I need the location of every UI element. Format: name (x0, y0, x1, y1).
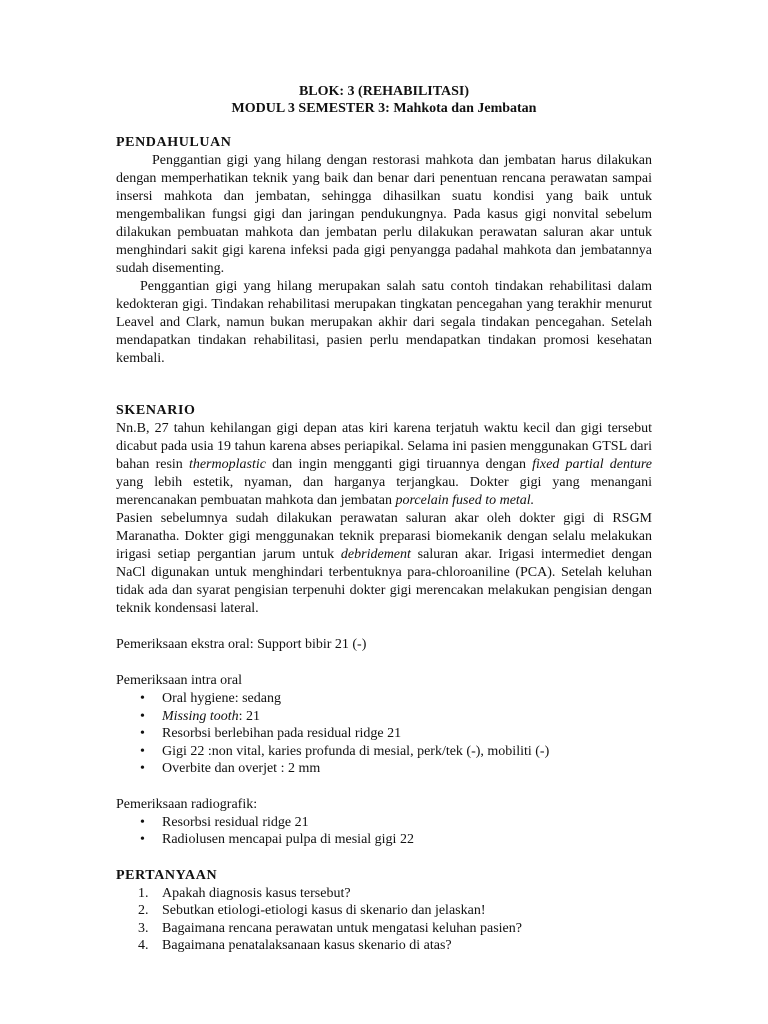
skenario-p1-text-b: dan ingin mengganti gigi tiruannya dengan (265, 457, 533, 472)
pendahuluan-paragraph-1: Penggantian gigi yang hilang dengan restorasi mahkota dan jembatan harus dilakukan dengan memperhatikan teknik yang baik dan benar dari penentuan rencana perawatan sampai insersi mahkota dan jembatan, sehingga dihasilkan suatu kondisi yang baik untuk mengembalikan fungsi gigi dan jaringan pendukungnya. Pada kasus gigi nonvital sebelum dilakukan pembuatan mahkota dan jembatan perlu dilakukan perawatan saluran akar untuk menghindari sakit gigi karena infeksi pada gigi penyangga padahal mahkota dan jembatannya sudah disementing. (116, 153, 652, 276)
ekstra-oral-line: Pemeriksaan ekstra oral: Support bibir 21 (-) (116, 637, 367, 652)
question-text: Sebutkan etiologi-etiologi kasus di skenario dan jelaskan! (162, 903, 486, 918)
term-porcelain-fused-to-metal: porcelain fused to metal. (395, 493, 535, 508)
list-number: 4. (138, 938, 149, 953)
list-item: • Resorbsi berlebihan pada residual ridge 21 (138, 725, 652, 743)
intra-oral-label: Pemeriksaan intra oral (116, 673, 242, 688)
list-number: 1. (138, 885, 149, 901)
list-number: 2. (138, 903, 149, 918)
title-line-1: BLOK: 3 (REHABILITASI) (298, 84, 470, 99)
pendahuluan-heading: PENDAHULUAN (116, 135, 232, 150)
question-text: Bagaimana rencana perawatan untuk mengatasi keluhan pasien? (162, 920, 522, 936)
skenario-p1-text-a: Nn.B, 27 tahun kehilangan gigi depan atas kiri karena terjatuh waktu kecil dan gigi tersebut dicabut pada usia 19 tahun karena abses periapikal. Selama ini pasien menggunakan GTSL dari bahan resin (116, 421, 652, 472)
term-debridement: debridement (340, 547, 411, 562)
radiografik-list (116, 814, 652, 849)
term-missing-tooth: Missing tooth (162, 708, 239, 724)
term-thermoplastic: thermoplastic (188, 457, 266, 472)
skenario-p1-text-c: yang lebih estetik, nyaman, dan harganya terjangkau. Dokter gigi yang menangani merencanakan pembuatan mahkota dan jembatan (116, 475, 652, 508)
list-item (138, 937, 652, 955)
term-fixed-partial-denture: fixed partial denture (532, 457, 652, 472)
list-item: • Overbite dan overjet : 2 mm (138, 760, 652, 778)
skenario-p2-text-a: Pasien sebelumnya sudah dilakukan perawatan saluran akar oleh dokter gigi di RSGM Maranatha. Dokter gigi menggunakan teknik preparasi biomekanik dengan selalu melakukan irigasi setiap pergantian jarum untuk (116, 511, 652, 562)
list-item: • Radiolusen mencapai pulpa di mesial gigi 22 (138, 831, 652, 849)
missing-tooth-value: : 21 (238, 708, 261, 724)
document-title (116, 83, 652, 117)
skenario-paragraph-2 (116, 510, 652, 618)
skenario-paragraph-1 (116, 420, 652, 510)
list-item: • Resorbsi residual ridge 21 (138, 814, 652, 832)
skenario-heading: SKENARIO (116, 403, 196, 418)
list-item (138, 885, 652, 903)
radiografik-label: Pemeriksaan radiografik: (116, 796, 258, 812)
list-item (138, 902, 652, 920)
question-text: Apakah diagnosis kasus tersebut? (162, 885, 351, 901)
pertanyaan-list (116, 885, 652, 955)
list-item: • Oral hygiene: sedang (138, 690, 652, 708)
list-item (138, 708, 652, 726)
pendahuluan-paragraph-2: Penggantian gigi yang hilang merupakan salah satu contoh tindakan rehabilitasi dalam kedokteran gigi. Tindakan rehabilitasi merupakan tingkatan pencegahan yang terakhir menurut Leavel and Clark, namun bukan merupakan akhir dari segala tindakan pencegahan. Setelah mendapatkan tindakan rehabilitasi, pasien perlu mendapatkan tindakan promosi kesehatan kembali. (116, 279, 652, 366)
list-number: 3. (138, 920, 149, 936)
list-item: • Gigi 22 :non vital, karies profunda di mesial, perk/tek (-), mobiliti (-) (138, 743, 652, 761)
skenario-p2-text-b: saluran akar. Irigasi intermediet dengan NaCl digunakan untuk menghindari terbentuknya para-chloroaniline (PCA). Setelah keluhan tidak ada dan syarat pengisian terpenuhi dokter gigi merencakan melakukan pengisian dengan teknik kondensasi lateral. (116, 547, 652, 616)
intra-oral-list (116, 690, 652, 778)
title-line-2: MODUL 3 SEMESTER 3: Mahkota dan Jembatan (231, 101, 537, 116)
question-text: Bagaimana penatalaksanaan kasus skenario di atas? (162, 938, 452, 953)
list-item (138, 920, 652, 938)
pertanyaan-heading: PERTANYAAN (116, 867, 218, 883)
